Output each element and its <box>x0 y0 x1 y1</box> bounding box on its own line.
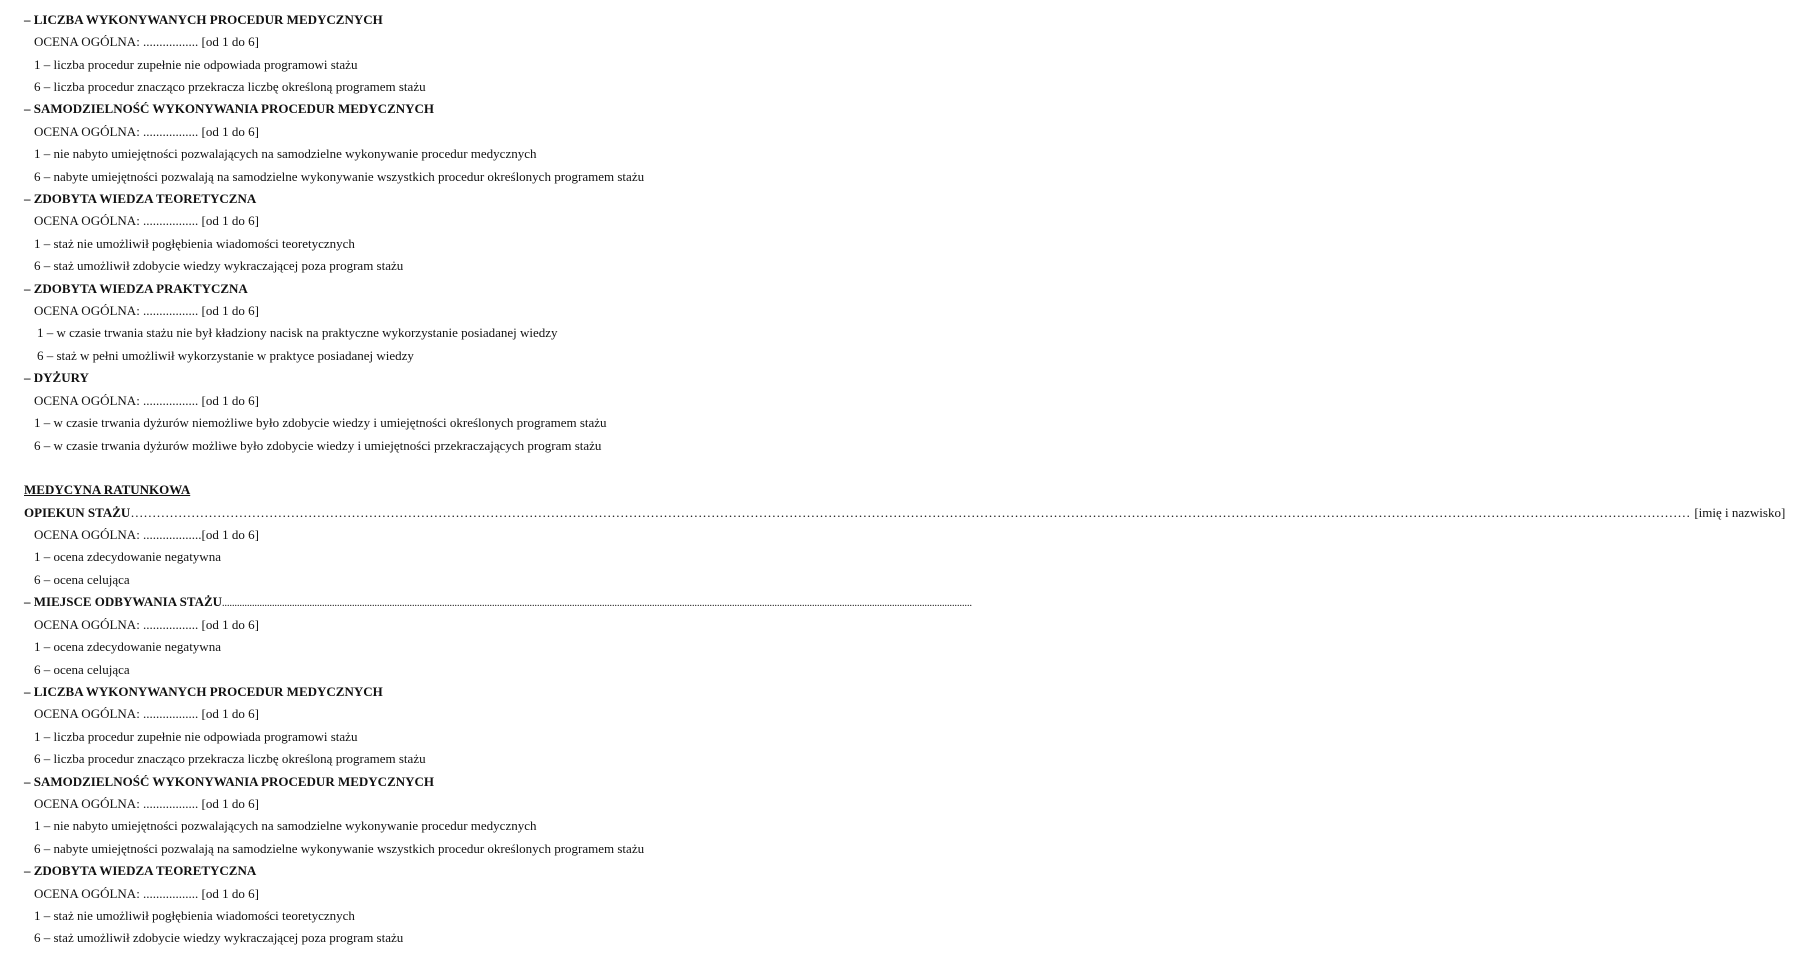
section-heading: – LICZBA WYKONYWANYCH PROCEDUR MEDYCZNYCH <box>24 684 383 699</box>
fill-blank-dots[interactable]: ……………………………………………………………………………………………………………………………………………………………………………………………………………………………………………………………………………………………………………………………… <box>130 505 1691 520</box>
body-text-line: OCENA OGÓLNA: ................. [od 1 do 6] <box>34 303 259 318</box>
body-text-line: 6 – staż w pełni umożliwił wykorzystanie w praktyce posiadanej wiedzy <box>37 348 414 363</box>
fill-label: OPIEKUN STAŻU <box>24 505 131 520</box>
fill-label: – MIEJSCE ODBYWANIA STAŻU <box>24 594 223 609</box>
fill-in-line <box>0 592 973 612</box>
body-text-line: OCENA OGÓLNA: ................. [od 1 do 6] <box>34 796 259 811</box>
body-text-line: OCENA OGÓLNA: ................. [od 1 do 6] <box>34 886 259 901</box>
body-text-line: OCENA OGÓLNA: ................. [od 1 do 6] <box>34 706 259 721</box>
body-text-line: 1 – liczba procedur zupełnie nie odpowiada programowi stażu <box>34 57 358 72</box>
section-heading: – ZDOBYTA WIEDZA PRAKTYCZNA <box>24 281 248 296</box>
fill-blank-dots[interactable]: ............................................................................................................................................................................................................................................................................................................ <box>222 598 973 609</box>
body-text-line: 1 – ocena zdecydowanie negatywna <box>34 549 221 564</box>
body-text-line: OCENA OGÓLNA: ................. [od 1 do 6] <box>34 617 259 632</box>
body-text-line: 1 – nie nabyto umiejętności pozwalających na samodzielne wykonywanie procedur medycznych <box>34 818 537 833</box>
body-text-line: 1 – staż nie umożliwił pogłębienia wiadomości teoretycznych <box>34 236 355 251</box>
body-text-line: 1 – w czasie trwania stażu nie był kładziony nacisk na praktyczne wykorzystanie posiadanej wiedzy <box>37 325 558 340</box>
body-text-line: 6 – liczba procedur znacząco przekracza liczbę określoną programem stażu <box>34 751 426 766</box>
section-heading: – LICZBA WYKONYWANYCH PROCEDUR MEDYCZNYCH <box>24 12 383 27</box>
section-heading: – ZDOBYTA WIEDZA TEORETYCZNA <box>24 191 257 206</box>
body-text-line: 6 – ocena celująca <box>34 662 130 677</box>
body-text-line: 1 – staż nie umożliwił pogłębienia wiadomości teoretycznych <box>34 908 355 923</box>
body-text-line: 6 – staż umożliwił zdobycie wiedzy wykraczającej poza program stażu <box>34 258 404 273</box>
body-text-line: OCENA OGÓLNA: ................. [od 1 do 6] <box>34 213 259 228</box>
body-text-line: 6 – liczba procedur znacząco przekracza liczbę określoną programem stażu <box>34 79 426 94</box>
body-text-line: 1 – nie nabyto umiejętności pozwalających na samodzielne wykonywanie procedur medycznych <box>34 146 537 161</box>
body-text-line: 6 – nabyte umiejętności pozwalają na samodzielne wykonywanie wszystkich procedur określonych programem stażu <box>34 841 645 856</box>
body-text-line: OCENA OGÓLNA: ..................[od 1 do 6] <box>34 527 259 542</box>
section-heading: – SAMODZIELNOŚĆ WYKONYWANIA PROCEDUR MEDYCZNYCH <box>24 774 435 789</box>
body-text-line: OCENA OGÓLNA: ................. [od 1 do 6] <box>34 393 259 408</box>
body-text-line: 1 – liczba procedur zupełnie nie odpowiada programowi stażu <box>34 729 358 744</box>
body-text-line: 6 – w czasie trwania dyżurów możliwe było zdobycie wiedzy i umiejętności przekraczających program stażu <box>34 438 602 453</box>
body-text-line: OCENA OGÓLNA: ................. [od 1 do 6] <box>34 34 259 49</box>
body-text-line: 1 – w czasie trwania dyżurów niemożliwe było zdobycie wiedzy i umiejętności określonych programem stażu <box>34 415 607 430</box>
fill-in-line <box>0 503 1786 523</box>
body-text-line: 6 – ocena celująca <box>34 572 130 587</box>
section-heading: – DYŻURY <box>24 370 89 385</box>
section-heading: – ZDOBYTA WIEDZA TEORETYCZNA <box>24 863 257 878</box>
body-text-line: OCENA OGÓLNA: ................. [od 1 do 6] <box>34 124 259 139</box>
body-text-line: 6 – nabyte umiejętności pozwalają na samodzielne wykonywanie wszystkich procedur określonych programem stażu <box>34 169 645 184</box>
section-title: MEDYCYNA RATUNKOWA <box>24 482 191 497</box>
fill-hint: [imię i nazwisko] <box>1694 505 1786 520</box>
section-heading: – SAMODZIELNOŚĆ WYKONYWANIA PROCEDUR MEDYCZNYCH <box>24 101 435 116</box>
body-text-line: 6 – staż umożliwił zdobycie wiedzy wykraczającej poza program stażu <box>34 930 404 945</box>
body-text-line: 1 – ocena zdecydowanie negatywna <box>34 639 221 654</box>
